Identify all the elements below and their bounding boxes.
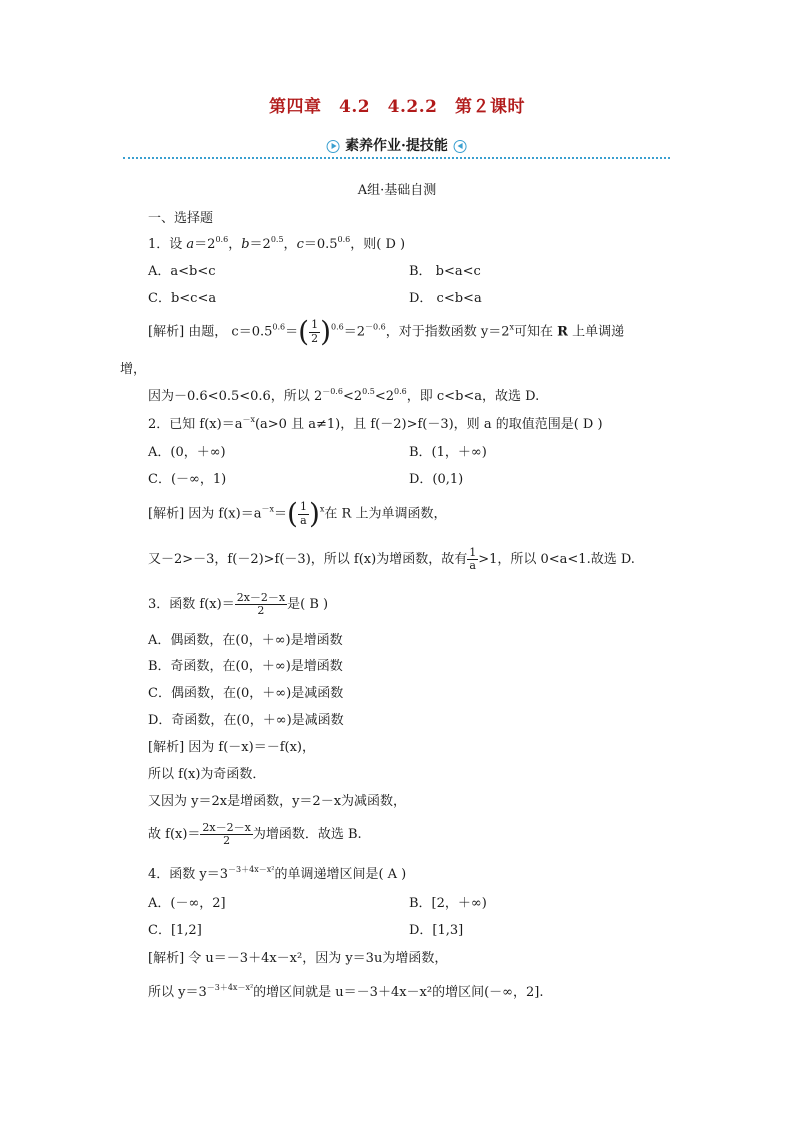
q2-solution-line2: 又－2>－3，f(－2)>f(－3)，所以 f(x)为增函数，故有 $\frac{1}{a}$ >1，所以 0<a<1.故选 D.	[148, 546, 635, 573]
q3-option-a: A．偶函数，在(0，＋∞)是增函数	[148, 633, 343, 648]
q4-stem: 4．函数 $y=3^{-3+4x-x^2}$的单调递增区间是( A )	[148, 865, 407, 882]
q2-solution: [解析] 因为 $f(x)=a^{-x}=$( $\frac{1}{a}$ )$^x$在 R 上为单调函数，	[148, 497, 447, 530]
q3-option-b: B．奇函数，在(0，＋∞)是增函数	[148, 659, 343, 674]
q4-option-b: B．[2，＋∞)	[409, 896, 487, 911]
q4-option-c: C．[1,2]	[148, 923, 202, 938]
q3-option-c: C．偶函数，在(0，＋∞)是减函数	[148, 686, 344, 701]
page-title: 第四章 4.2 4.2.2 第２课时	[269, 97, 525, 117]
banner-box	[318, 139, 475, 153]
q4-solution-line2: 所以 $y=3^{-3+4x-x^2}$的增区间就是 u＝－3＋4x－x²的增区间(－∞，2].	[148, 983, 544, 1000]
q4-option-a: A．(－∞，2]	[148, 896, 226, 911]
q3-solution-line4: 故 f(x)＝ $\frac{2x-2-x}{2}$ 为增函数．故选 B.	[148, 821, 362, 848]
q2-option-b: B．(1，＋∞)	[409, 445, 487, 460]
banner-label: 素养作业·提技能	[345, 138, 448, 154]
q1-option-b: B． b<a<c	[409, 264, 481, 279]
q3-solution: [解析] 因为 f(－x)＝－f(x)，	[148, 740, 315, 755]
q3-solution-line2: 所以 f(x)为奇函数．	[148, 767, 266, 782]
banner-divider	[123, 157, 670, 159]
q1-option-a: A．a<b<c	[148, 264, 216, 279]
q1-solution-line2: 因为－0.6<0.5<0.6，所以 $2^{-0.6}<2^{0.5}<2^{0.6}$，即 c<b<a，故选 D.	[148, 387, 540, 404]
q3-stem: 3．函数 f(x)＝ $\frac{2x-2-x}{2}$ 是( B )	[148, 591, 329, 618]
q2-stem: 2．已知 $f(x)=a^{-x}(a>0$ 且 a≠1)，且 f(－2)>f(－3)，则 a 的取值范围是( D )	[148, 415, 603, 432]
play-right-icon	[326, 140, 339, 153]
q2-option-c: C．(－∞，1)	[148, 472, 227, 487]
q2-option-d: D．(0,1)	[409, 472, 464, 487]
play-left-icon	[454, 140, 467, 153]
q3-solution-line3: 又因为 y＝2x是增函数，y＝2－x为减函数，	[148, 794, 407, 809]
q1-solution-wrap: 增，	[120, 362, 147, 377]
section-banner	[123, 137, 670, 163]
q2-option-a: A．(0，＋∞)	[148, 445, 226, 460]
q4-solution: [解析] 令 u＝－3＋4x－x²，因为 y＝3u为增函数，	[148, 951, 448, 966]
group-heading: A组·基础自测	[357, 183, 437, 198]
section-heading: 一、选择题	[148, 211, 214, 226]
q3-option-d: D．奇函数，在(0，＋∞)是减函数	[148, 713, 344, 728]
q1-option-d: D． c<b<a	[409, 291, 482, 306]
q1-stem: 1．设 $a=2^{0.6}$，$b=2^{0.5}$，$c=0.5^{0.6}$，则( D )	[148, 235, 406, 252]
q1-solution: [解析] 由题， $c=0.5^{0.6}=$( $\frac{1}{2}$ )$^{0.6}=2^{-0.6}$，对于指数函数 $y=2^x$可知在 R 上单调递	[148, 315, 625, 348]
q1-option-c: C．b<c<a	[148, 291, 217, 306]
q4-option-d: D．[1,3]	[409, 923, 464, 938]
